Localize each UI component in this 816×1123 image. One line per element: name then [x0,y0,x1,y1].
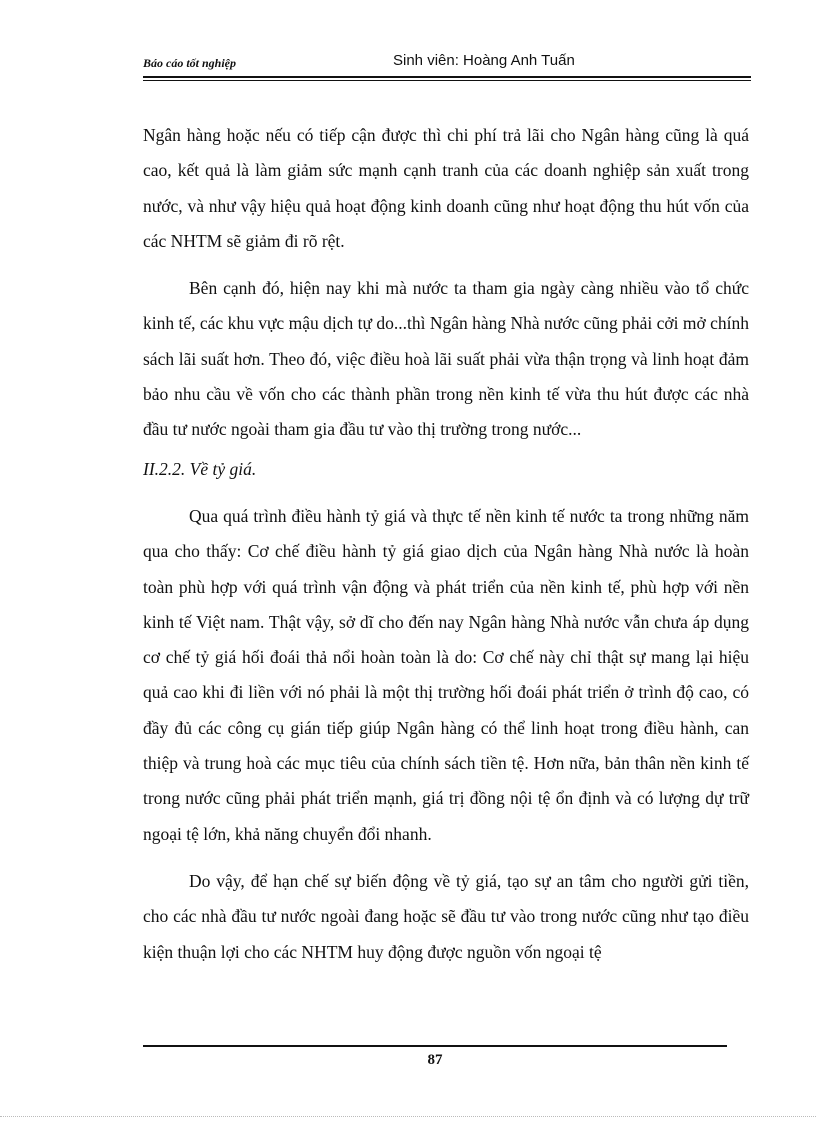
body-text [143,118,749,970]
section-heading: II.2.2. Về tỷ giá. [143,458,257,479]
header-rule-thin [143,80,751,81]
paragraph-interest-rate: Bên cạnh đó, hiện nay khi mà nước ta tham gia ngày càng nhiều vào tổ chức kinh tế, các khu vực mậu dịch tự do...thì Ngân hàng Nhà nước cũng phải cởi mở chính sách lãi suất hơn. Theo đó, việc điều hoà lãi suất phải vừa thận trọng và linh hoạt đảm bảo nhu cầu về vốn cho các thành phần trong nền kinh tế vừa thu hút được các nhà đầu tư nước ngoài tham gia đầu tư vào thị trường trong nước... [143,278,749,440]
student-name: Sinh viên: Hoàng Anh Tuấn [393,52,575,69]
page-header [143,52,751,78]
paragraph-continuation: Ngân hàng hoặc nếu có tiếp cận được thì chi phí trả lãi cho Ngân hàng cũng là quá cao, kết quả là làm giảm sức mạnh cạnh tranh của các doanh nghiệp sản xuất trong nước, và như vậy hiệu quả hoạt động kinh doanh cũng như hoạt động thu hút vốn của các NHTM sẽ giảm đi rõ rệt. [143,125,749,251]
footer-rule [143,1045,727,1047]
paragraph-exchange-rate: Qua quá trình điều hành tỷ giá và thực tế nền kinh tế nước ta trong những năm qua cho thấy: Cơ chế điều hành tỷ giá giao dịch của Ngân hàng Nhà nước là hoàn toàn phù hợp với quá trình vận động và phát triển của nền kinh tế, phù hợp với nền kinh tế Việt nam. Thật vậy, sở dĩ cho đến nay Ngân hàng Nhà nước vẫn chưa áp dụng cơ chế tỷ giá hối đoái thả nổi hoàn toàn là do: Cơ chế này chỉ thật sự mang lại hiệu quả cao khi đi liền với nó phải là một thị trường hối đoái phát triển ở trình độ cao, có đầy đủ các công cụ gián tiếp giúp Ngân hàng có thể linh hoạt trong điều hành, can thiệp và trung hoà các mục tiêu của chính sách tiền tệ. Hơn nữa, bản thân nền kinh tế trong nước cũng phải phát triển mạnh, giá trị đồng nội tệ ổn định và có lượng dự trữ ngoại tệ lớn, khả năng chuyển đổi nhanh. [143,505,749,844]
page-edge-divider [0,1116,816,1117]
header-rule [143,76,751,78]
page-number: 87 [427,1052,443,1068]
report-title: Báo cáo tốt nghiệp [143,56,237,70]
paragraph-conclusion: Do vậy, để hạn chế sự biến động về tỷ giá, tạo sự an tâm cho người gửi tiền, cho các nhà đầu tư nước ngoài đang hoặc sẽ đầu tư vào trong nước cũng như tạo điều kiện thuận lợi cho các NHTM huy động được nguồn vốn ngoại tệ [143,870,749,962]
